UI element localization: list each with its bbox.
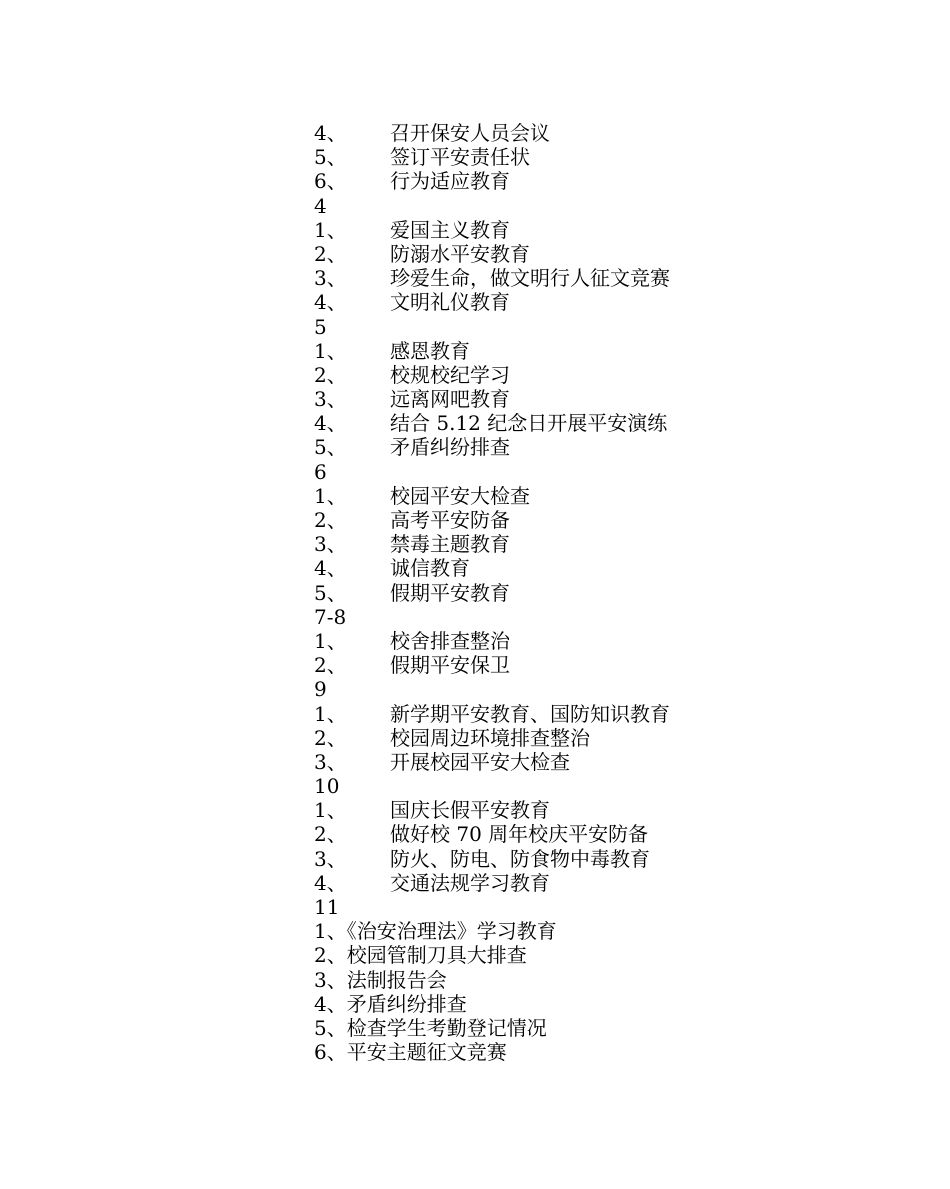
item-number: 2、 bbox=[314, 508, 347, 532]
item-text: 校规校纪学习 bbox=[390, 362, 510, 387]
list-item bbox=[314, 750, 874, 774]
item-text: 禁毒主题教育 bbox=[390, 532, 510, 557]
item-number: 3、 bbox=[314, 846, 347, 871]
item-text: 行为适应教育 bbox=[390, 169, 510, 194]
item-number: 2、 bbox=[314, 241, 347, 266]
item-text: 高考平安防备 bbox=[390, 508, 510, 532]
list-item bbox=[314, 218, 874, 242]
item-number: 1、 bbox=[314, 217, 347, 242]
month-heading: 7-8 bbox=[314, 604, 347, 629]
item-number: 1、 bbox=[314, 628, 347, 653]
list-item-plain bbox=[314, 1040, 874, 1064]
item-text: 文明礼仪教育 bbox=[390, 290, 510, 315]
item-text: 新学期平安教育、国防知识教育 bbox=[390, 701, 670, 726]
item-text: 校园平安大检查 bbox=[390, 483, 530, 508]
item-text: 4、矛盾纠纷排查 bbox=[314, 991, 467, 1016]
list-item bbox=[314, 508, 874, 532]
item-text: 远离网吧教育 bbox=[390, 387, 510, 412]
list-item-plain bbox=[314, 943, 874, 967]
item-text: 防火、防电、防食物中毒教育 bbox=[390, 846, 650, 871]
list-item bbox=[314, 169, 874, 193]
item-number: 4、 bbox=[314, 121, 347, 145]
item-text: 感恩教育 bbox=[390, 338, 470, 363]
item-number: 4、 bbox=[314, 411, 347, 436]
item-text: 6、平安主题征文竞赛 bbox=[314, 1040, 507, 1065]
item-number: 1、 bbox=[314, 798, 347, 823]
month-heading: 5 bbox=[314, 314, 327, 339]
item-number: 2、 bbox=[314, 822, 347, 847]
month-heading: 6 bbox=[314, 459, 327, 484]
item-text: 1、《治安治理法》学习教育 bbox=[314, 919, 557, 944]
item-number: 4、 bbox=[314, 290, 347, 315]
list-item-plain bbox=[314, 992, 874, 1016]
item-number: 5、 bbox=[314, 145, 347, 170]
list-item-plain bbox=[314, 919, 874, 943]
list-item bbox=[314, 145, 874, 169]
item-number: 5、 bbox=[314, 580, 347, 605]
list-item bbox=[314, 798, 874, 822]
item-text: 交通法规学习教育 bbox=[390, 870, 550, 895]
item-text: 珍爱生命，做文明行人征文竞赛 bbox=[390, 266, 670, 291]
item-text: 签订平安责任状 bbox=[390, 145, 530, 170]
item-number: 3、 bbox=[314, 532, 347, 557]
item-number: 1、 bbox=[314, 338, 347, 363]
list-item-plain bbox=[314, 1016, 874, 1040]
list-item bbox=[314, 653, 874, 677]
list-item bbox=[314, 242, 874, 266]
item-text: 爱国主义教育 bbox=[390, 217, 510, 242]
item-text: 召开保安人员会议 bbox=[390, 121, 550, 145]
item-number: 1、 bbox=[314, 701, 347, 726]
list-item bbox=[314, 581, 874, 605]
item-number: 3、 bbox=[314, 387, 347, 412]
item-text: 3、法制报告会 bbox=[314, 967, 447, 992]
list-item bbox=[314, 629, 874, 653]
month-heading: 9 bbox=[314, 677, 327, 702]
list-item bbox=[314, 532, 874, 556]
list-item bbox=[314, 266, 874, 290]
list-item bbox=[314, 121, 874, 145]
list-item bbox=[314, 484, 874, 508]
list-item bbox=[314, 290, 874, 314]
item-text: 矛盾纠纷排查 bbox=[390, 435, 510, 460]
item-number: 2、 bbox=[314, 362, 347, 387]
list-item bbox=[314, 435, 874, 459]
item-number: 4、 bbox=[314, 870, 347, 895]
item-text: 假期平安保卫 bbox=[390, 653, 510, 678]
list-item bbox=[314, 702, 874, 726]
list-item bbox=[314, 726, 874, 750]
item-number: 3、 bbox=[314, 749, 347, 774]
item-text: 防溺水平安教育 bbox=[390, 241, 530, 266]
list-item bbox=[314, 411, 874, 435]
item-text: 结合 5.12 纪念日开展平安演练 bbox=[390, 411, 668, 436]
item-number: 6、 bbox=[314, 169, 347, 194]
list-item bbox=[314, 387, 874, 411]
item-text: 诚信教育 bbox=[390, 556, 470, 581]
month-heading: 4 bbox=[314, 193, 327, 218]
item-text: 校舍排查整治 bbox=[390, 628, 510, 653]
list-item bbox=[314, 871, 874, 895]
item-text: 国庆长假平安教育 bbox=[390, 798, 550, 823]
item-text: 校园周边环境排查整治 bbox=[390, 725, 590, 750]
list-item bbox=[314, 363, 874, 387]
list-item-plain bbox=[314, 968, 874, 992]
month-heading: 10 bbox=[314, 774, 340, 799]
item-text: 做好校 70 周年校庆平安防备 bbox=[390, 822, 649, 847]
list-item bbox=[314, 847, 874, 871]
item-number: 2、 bbox=[314, 653, 347, 678]
item-text: 假期平安教育 bbox=[390, 580, 510, 605]
item-text: 2、校园管制刀具大排查 bbox=[314, 943, 527, 968]
item-number: 1、 bbox=[314, 483, 347, 508]
item-text: 开展校园平安大检查 bbox=[390, 749, 570, 774]
item-number: 5、 bbox=[314, 435, 347, 460]
item-number: 4、 bbox=[314, 556, 347, 581]
list-item bbox=[314, 339, 874, 363]
item-number: 3、 bbox=[314, 266, 347, 291]
item-number: 2、 bbox=[314, 725, 347, 750]
list-item bbox=[314, 556, 874, 580]
month-heading: 11 bbox=[314, 895, 340, 919]
list-item bbox=[314, 822, 874, 846]
document-body bbox=[314, 121, 874, 1064]
item-text: 5、检查学生考勤登记情况 bbox=[314, 1015, 547, 1040]
